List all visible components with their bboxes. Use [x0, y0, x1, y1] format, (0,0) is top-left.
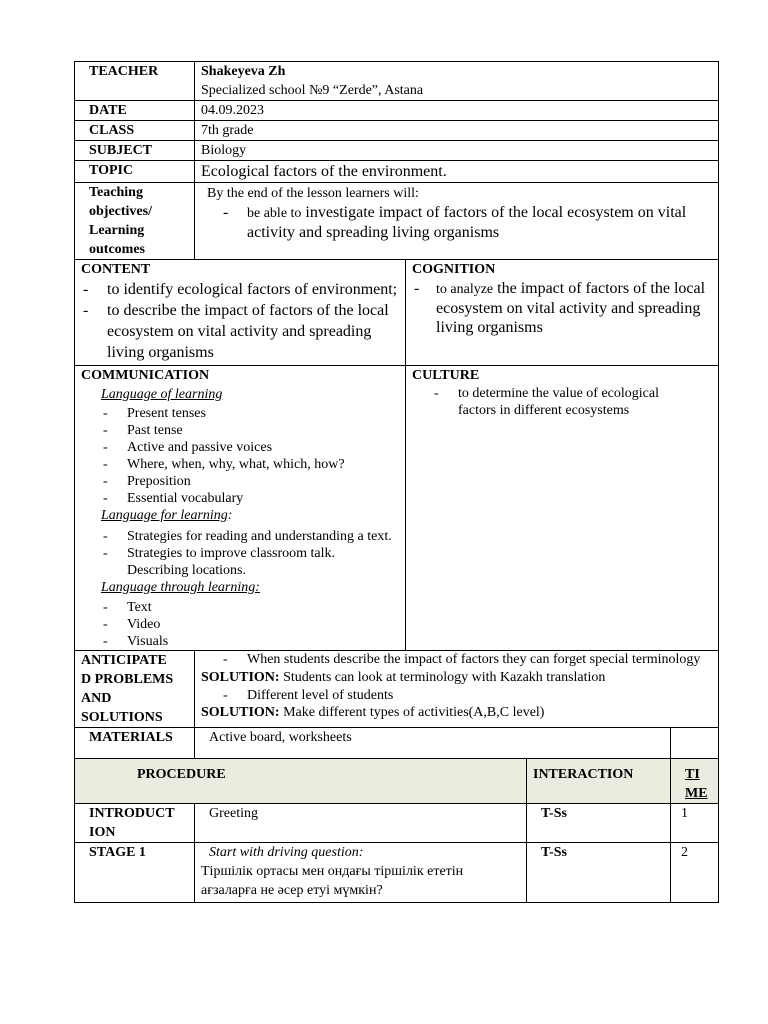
lesson-plan-table [74, 61, 719, 903]
culture-label: CULTURE [412, 368, 480, 383]
stage-activity [195, 843, 527, 903]
solution-line [201, 668, 712, 687]
communication-culture-row [75, 366, 719, 651]
language-for-learning-text: Language for learning [101, 508, 228, 523]
list-item: - Essential vocabulary [81, 490, 399, 507]
solution-label: SOLUTION: [201, 670, 280, 685]
list-item [412, 279, 712, 337]
communication-cell [75, 366, 406, 651]
procedure-header-row [75, 759, 719, 804]
objectives-row [75, 183, 719, 260]
cognition-cell [406, 260, 719, 366]
list-item: - Preposition [81, 473, 399, 490]
list-item: - Active and passive voices [81, 439, 399, 456]
solution-text: Students can look at terminology with Kazakh translation [279, 670, 606, 685]
teacher-label: TEACHER [75, 62, 195, 101]
topic-value: Ecological factors of the environment. [195, 161, 719, 183]
class-label: CLASS [75, 121, 195, 141]
class-row [75, 121, 719, 141]
cognition-label: COGNITION [412, 262, 496, 277]
objectives-label-line: Teaching [89, 185, 143, 200]
stage-activity: Greeting [195, 804, 527, 843]
list-item: - to identify ecological factors of environment; [81, 279, 399, 300]
content-cell [75, 260, 406, 366]
stage-interaction: T-Ss [527, 843, 671, 903]
stage-label-line: INTRODUCT [89, 806, 175, 821]
list-item: - Present tenses [81, 405, 399, 422]
problems-label-line: SOLUTIONS [81, 710, 163, 725]
driving-question-label: Start with driving question: [209, 845, 364, 860]
class-value: 7th grade [195, 121, 719, 141]
problems-label [75, 651, 195, 728]
problem-list [201, 687, 712, 704]
stage-time: 2 [671, 843, 719, 903]
language-of-learning-list [81, 405, 399, 507]
cognition-item-text: the impact of factors of the local ecosystem on vital activity and spreading living organisms [436, 280, 706, 336]
solution-label: SOLUTION: [201, 705, 280, 720]
language-for-learning-list [81, 528, 399, 579]
language-for-learning-heading [81, 507, 399, 528]
time-header-line: ME [685, 786, 708, 801]
list-item: - Past tense [81, 422, 399, 439]
subject-label: SUBJECT [75, 141, 195, 161]
date-value: 04.09.2023 [195, 101, 719, 121]
time-header-line: TI [685, 767, 700, 782]
language-through-learning-heading: Language through learning: [101, 580, 260, 595]
problem-item: - When students describe the impact of factors they can forget special terminology [201, 651, 712, 668]
time-header [671, 759, 719, 804]
date-row [75, 101, 719, 121]
date-label: DATE [75, 101, 195, 121]
content-label: CONTENT [81, 262, 151, 277]
problem-list [201, 651, 712, 668]
language-through-learning-list [81, 599, 399, 650]
list-item: - Where, when, why, what, which, how? [81, 456, 399, 473]
problems-label-line: AND [81, 691, 112, 706]
objectives-item-prefix: be able to [247, 206, 302, 221]
list-item: - to describe the impact of factors of the local ecosystem on vital activity and spreading living organisms [81, 300, 399, 363]
list-item: - to determine the value of ecological factors in different ecosystems [412, 385, 712, 419]
stage-label [75, 804, 195, 843]
problems-row [75, 651, 719, 728]
materials-value: Active board, worksheets [195, 728, 671, 759]
problems-label-line: ANTICIPATE [81, 653, 167, 668]
list-item: - Strategies for reading and understanding a text. [81, 528, 399, 545]
objectives-value [195, 183, 719, 260]
interaction-header: INTERACTION [527, 759, 671, 804]
driving-question-text: Тіршілік ортасы мен ондағы тіршілік ететін ағзаларға не әсер етуі мүмкін? [201, 864, 464, 898]
objectives-label-line: Learning [89, 223, 145, 238]
objectives-label [75, 183, 195, 260]
language-for-learning-colon: : [227, 508, 233, 523]
subject-row [75, 141, 719, 161]
objectives-item [201, 203, 712, 242]
content-cognition-row [75, 260, 719, 366]
objectives-list [201, 203, 712, 242]
culture-cell [406, 366, 719, 651]
procedure-row [75, 843, 719, 903]
content-list [81, 279, 399, 363]
materials-empty [671, 728, 719, 759]
procedure-header: PROCEDURE [75, 759, 527, 804]
teacher-school: Specialized school №9 “Zerde”, Astana [201, 83, 424, 98]
list-item: - Visuals [81, 633, 399, 650]
materials-row [75, 728, 719, 759]
stage-time: 1 [671, 804, 719, 843]
cognition-item-prefix: to analyze [436, 282, 494, 297]
procedure-row [75, 804, 719, 843]
subject-value: Biology [195, 141, 719, 161]
solution-text: Make different types of activities(A,B,C level) [279, 705, 545, 720]
teacher-row [75, 62, 719, 101]
stage-label-line: ION [89, 825, 116, 840]
problems-value [195, 651, 719, 728]
objectives-item-text: investigate impact of factors of the local ecosystem on vital activity and spreading living organisms [247, 204, 687, 241]
lesson-plan [74, 61, 718, 903]
topic-row [75, 161, 719, 183]
list-item: - Text [81, 599, 399, 616]
objectives-label-line: objectives/ [89, 204, 152, 219]
stage-label: STAGE 1 [75, 843, 195, 903]
list-item: - Video [81, 616, 399, 633]
language-of-learning-heading: Language of learning [101, 387, 223, 402]
list-item: - Strategies to improve classroom talk. Describing locations. [81, 545, 399, 579]
objectives-intro: By the end of the lesson learners will: [207, 186, 419, 201]
culture-list [412, 385, 712, 419]
communication-label: COMMUNICATION [81, 368, 210, 383]
materials-label: MATERIALS [75, 728, 195, 759]
teacher-value [195, 62, 719, 101]
problem-item: - Different level of students [201, 687, 712, 704]
cognition-list [412, 279, 712, 337]
problems-label-line: D PROBLEMS [81, 672, 174, 687]
teacher-name: Shakeyeva Zh [201, 64, 286, 79]
objectives-label-line: outcomes [89, 242, 145, 257]
topic-label: TOPIC [75, 161, 195, 183]
stage-interaction: T-Ss [527, 804, 671, 843]
solution-line [201, 704, 712, 721]
